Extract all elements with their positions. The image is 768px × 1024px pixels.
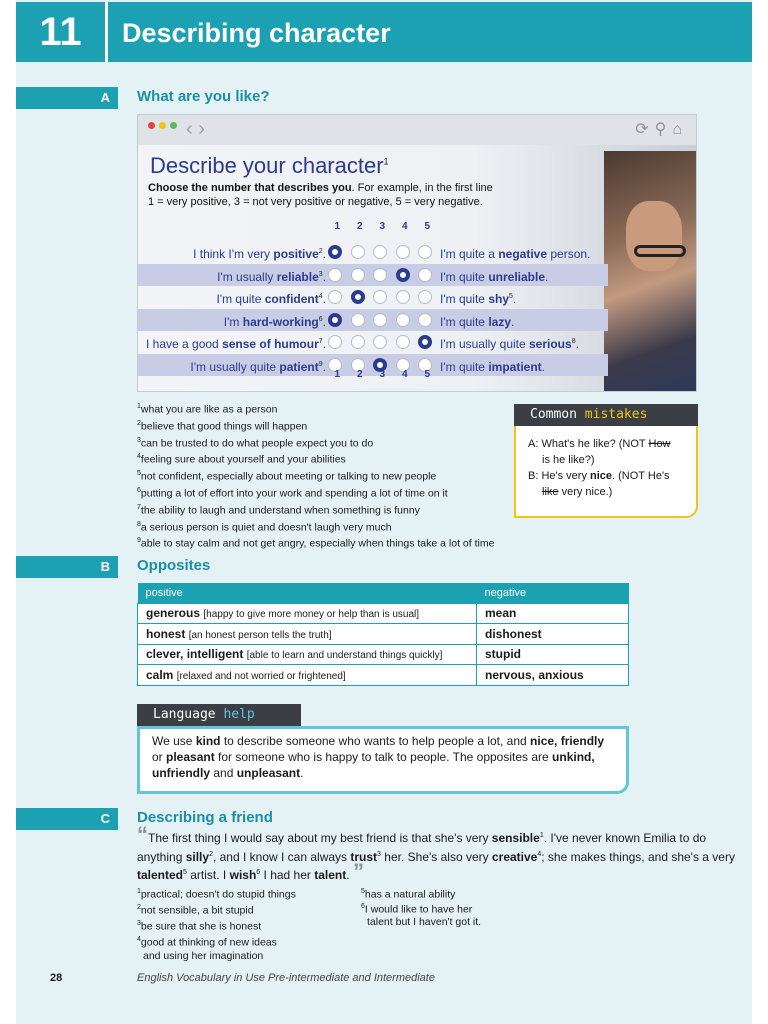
negative-cell: stupid [477,644,629,665]
language-help-text: We use kind to describe someone who wants to help people a lot, and nice, friendly or pleasant for someone who is happy to talk to people. The opposites are unkind, unfriendly and unpleasant. [152,734,605,780]
footnote: $^9$able to stay calm and not get angry, especially when things take a lot of time [137,537,495,550]
rating-radio-2[interactable] [351,335,365,349]
footnote: $^6$putting a lot of effort into your work and spending a lot of time on it [137,487,448,500]
rating-radio-2[interactable] [351,268,365,282]
survey-title: Describe your character$^1$ [150,153,389,178]
rating-radio-4[interactable] [396,335,410,349]
common-mistakes-heading: Common mistakes [514,404,698,426]
section-b-marker: B [16,556,118,578]
rating-radio-1[interactable] [328,268,342,282]
rating-radio-5[interactable] [418,245,432,259]
survey-content [138,145,696,391]
column-header-negative: negative [477,583,629,603]
refresh-icon: ⟳ [635,121,655,138]
negative-statement: I'm quite a negative person. [440,247,591,261]
positive-statement: I'm usually quite patient$^9$. [190,359,326,374]
minimize-dot-icon [159,122,166,129]
book-title-footer: English Vocabulary in Use Pre-intermediate and Intermediate [137,972,435,984]
rating-radio-1[interactable] [328,313,342,327]
rating-radio-3[interactable] [373,335,387,349]
positive-cell: generous [happy to give more money or help than is usual] [138,603,477,624]
browser-toolbar [138,115,696,145]
footnote: $^5$not confident, especially about meeting or talking to new people [137,470,437,483]
unit-header [16,2,752,62]
positive-cell: calm [relaxed and not worried or frightened] [138,665,477,686]
table-row [138,644,629,665]
survey-instructions: Choose the number that describes you. For example, in the first line 1 = very positive, 3 = not very positive or negative, 5 = very negative. [148,182,493,208]
positive-statement: I'm hard-working$^6$. [223,314,326,329]
rating-radio-4[interactable] [396,313,410,327]
open-quote-icon: “ [137,822,148,847]
survey-row [138,286,608,308]
footnote: $^2$believe that good things will happen [137,419,308,433]
rating-radio-4[interactable] [396,290,410,304]
scale-numbers-bottom: 1 2 3 4 5 [334,369,431,380]
footnote: $^7$the ability to laugh and understand when something is funny [137,503,420,517]
rating-radio-3[interactable] [373,290,387,304]
negative-statement: I'm quite unreliable. [440,269,549,284]
positive-statement: I think I'm very positive$^2$. [193,247,326,261]
negative-cell: mean [477,603,629,624]
footnote: and using her imagination [143,950,264,962]
rating-radio-3[interactable] [373,245,387,259]
negative-statement: I'm quite lazy. [440,314,515,329]
rating-radio-3[interactable] [373,313,387,327]
browser-tool-icons [635,119,688,139]
negative-cell: nervous, anxious [477,665,629,686]
survey-row [138,331,608,353]
scale-numbers-top: 1 2 3 4 5 [334,221,431,232]
rating-radio-1[interactable] [328,290,342,304]
common-mistakes-body: A: What's he like? (NOT How is he like?) B: He's very nice. (NOT He's like very nice.) [528,438,671,498]
footnote: $^1$practical; doesn't do stupid things [137,888,296,901]
maximize-dot-icon [170,122,177,129]
footnote: $^5$has a natural ability [361,888,456,901]
nav-arrows-icon: ‹ › [186,118,205,140]
rating-radio-5[interactable] [418,290,432,304]
survey-row [138,264,608,286]
footnote: talent but I haven't got it. [367,916,482,928]
table-row [138,624,629,645]
negative-cell: dishonest [477,624,629,645]
negative-statement: I'm quite impatient. [440,359,545,374]
positive-statement: I have a good sense of humour$^7$. [146,337,326,351]
rating-radio-5[interactable] [418,313,432,327]
section-b-title: Opposites [137,557,211,574]
close-quote-icon: ” [352,859,364,884]
rating-radio-1[interactable] [328,335,342,349]
search-icon: ⚲ [654,121,673,138]
section-c-marker: C [16,808,118,830]
rating-radio-4[interactable] [396,268,410,282]
table-row [138,603,629,624]
rating-radio-2[interactable] [351,245,365,259]
footnote: $^4$feeling sure about yourself and your abilities [137,453,346,466]
footnote: $^6$I would like to have her [361,903,473,916]
footnote: $^3$be sure that she is honest [137,920,262,933]
unit-number: 11 [16,2,108,62]
column-header-positive: positive [138,583,477,603]
footnote: $^3$can be trusted to do what people expect you to do [137,436,374,450]
language-help-heading: Language help [137,704,301,726]
negative-statement: I'm usually quite serious$^8$. [440,337,579,351]
rating-radio-4[interactable] [396,245,410,259]
positive-cell: clever, intelligent [able to learn and understand things quickly] [138,644,477,665]
positive-statement: I'm usually reliable$^3$. [217,269,326,284]
table-row [138,665,629,686]
survey-row [138,309,608,331]
positive-cell: honest [an honest person tells the truth] [138,624,477,645]
rating-radio-5[interactable] [418,268,432,282]
opposites-table [137,583,629,686]
negative-statement: I'm quite shy$^5$. [440,292,517,306]
unit-title: Describing character [122,18,391,48]
section-c-title: Describing a friend [137,809,273,826]
page [16,0,752,1024]
footnote: $^1$what you are like as a person [137,403,278,416]
section-a-title: What are you like? [137,88,270,105]
page-number: 28 [50,972,63,984]
browser-window [137,114,697,392]
footnote: $^8$a serious person is quiet and doesn't laugh very much [137,520,392,534]
home-icon: ⌂ [672,121,688,138]
friend-description-quote: “The first thing I would say about my best friend is that she's very sensible$^1$. I've never known Emilia to do anything silly$^2$, and I know I can always trust$^3$ her. She's also very creative$^4$; she makes things, and she's a very talented$^5$ artist. I wish$^6$ I had her talent. ” [137,822,735,884]
survey-row [138,241,608,263]
couple-photo [604,151,696,391]
section-a-marker: A [16,87,118,109]
rating-radio-5[interactable] [418,335,432,349]
positive-statement: I'm quite confident$^4$. [216,292,326,306]
rating-radio-2[interactable] [351,313,365,327]
footnote: $^2$not sensible, a bit stupid [137,904,254,917]
rating-radio-1[interactable] [328,245,342,259]
rating-radio-3[interactable] [373,268,387,282]
close-dot-icon [148,122,155,129]
footnote: $^4$good at thinking of new ideas [137,936,277,949]
rating-radio-2[interactable] [351,290,365,304]
